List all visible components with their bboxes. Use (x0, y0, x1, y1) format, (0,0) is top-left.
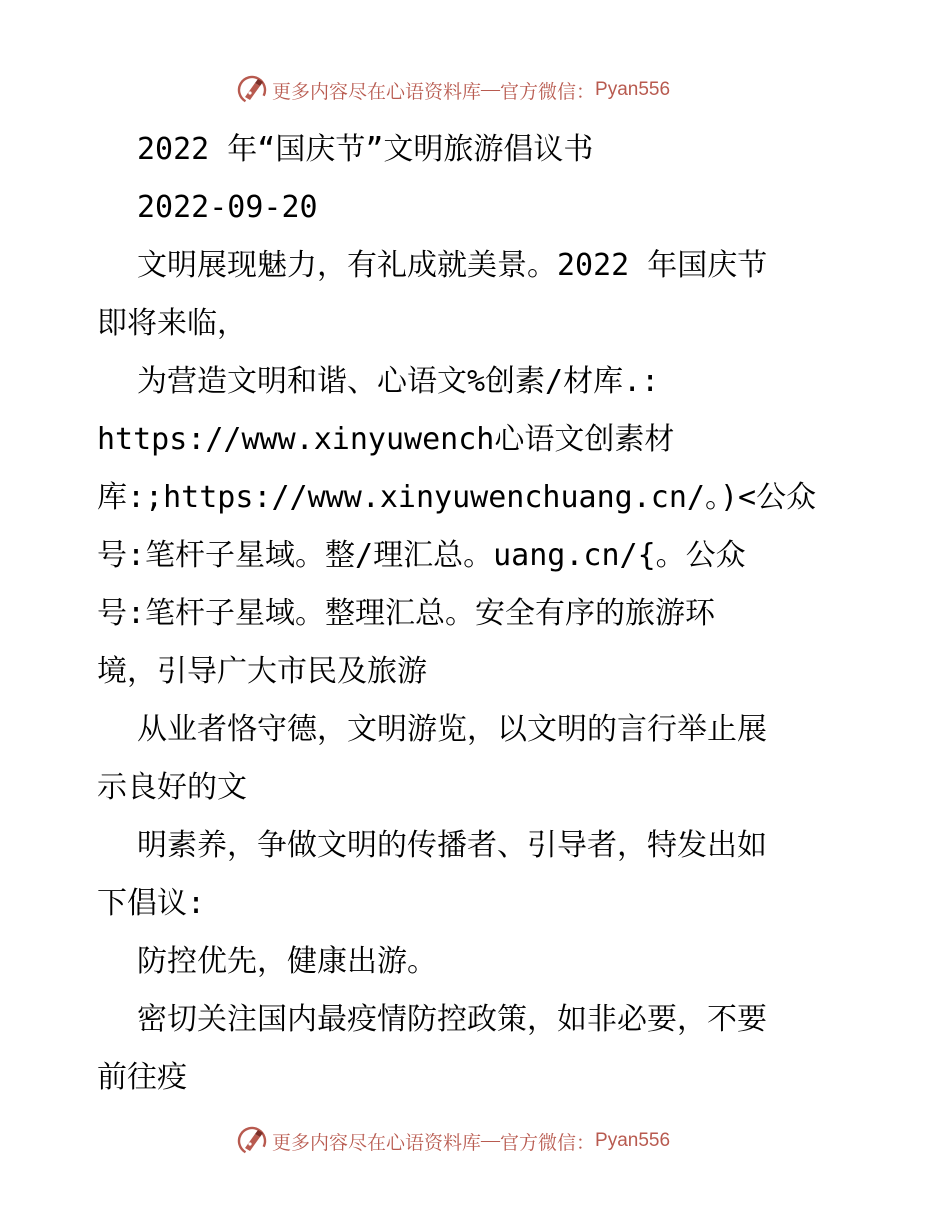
document-body (97, 121, 857, 1107)
banner-wechat-id: Pyan556 (595, 79, 671, 100)
banner-wechat-label: 官方微信： (500, 80, 596, 103)
paragraph-line: 文明展现魅力，有礼成就美景。2022 年国庆节 (137, 248, 768, 283)
paragraph-line: 密切关注国内最疫情防控政策，如非必要，不要 (137, 1002, 767, 1037)
pen-nib-logo-icon (236, 74, 268, 106)
paragraph-line: 号:笔杆子星域。整/理汇总。uang.cn/{。公众 (97, 538, 746, 573)
paragraph-line: 为营造文明和谐、心语文%创素/材库.: (137, 364, 660, 399)
banner-slogan: 更多内容尽在心语资料库 (272, 80, 482, 103)
paragraph-line: 从业者恪守德，文明游览，以文明的言行举止展 (137, 712, 767, 747)
paragraph-line: 下倡议: (97, 886, 206, 921)
header-banner (236, 72, 716, 108)
banner-separator: — (481, 79, 501, 100)
document-date: 2022-09-20 (137, 190, 318, 225)
paragraph-line: 号:笔杆子星域。整理汇总。安全有序的旅游环 (97, 596, 716, 631)
pen-nib-logo-icon (236, 1125, 268, 1157)
banner-separator: — (481, 1130, 501, 1151)
paragraph-line: https://www.xinyuwench心语文创素材 (97, 422, 675, 457)
banner-slogan: 更多内容尽在心语资料库 (272, 1131, 482, 1154)
footer-banner (236, 1123, 716, 1159)
paragraph-line: 明素养，争做文明的传播者、引导者，特发出如 (137, 828, 767, 863)
document-title: 2022 年“国庆节”文明旅游倡议书 (137, 132, 594, 167)
section-heading: 防控优先，健康出游。 (137, 944, 437, 979)
paragraph-line: 即将来临， (97, 306, 247, 341)
banner-wechat-label: 官方微信： (500, 1131, 596, 1154)
paragraph-line: 境，引导广大市民及旅游 (97, 654, 427, 689)
banner-wechat-id: Pyan556 (595, 1130, 671, 1151)
paragraph-line: 前往疫 (97, 1060, 187, 1095)
paragraph-line: 示良好的文 (97, 770, 247, 805)
paragraph-line: 库:;https://www.xinyuwenchuang.cn/。)<公众 (97, 480, 817, 515)
